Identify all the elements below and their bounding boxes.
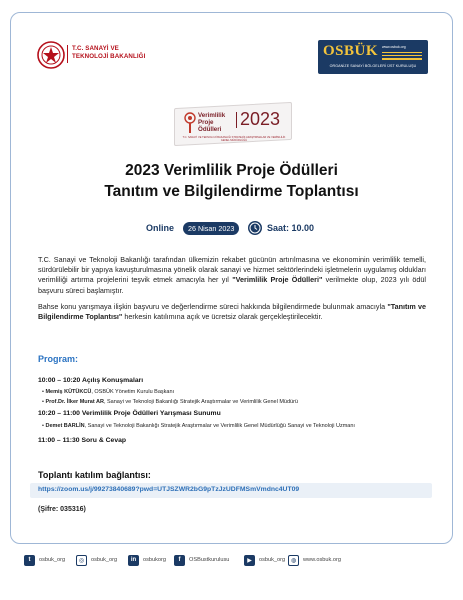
award-banner bbox=[170, 101, 296, 147]
linkedin-icon: in bbox=[128, 555, 139, 566]
footer-website[interactable]: ◍ www.osbuk.org bbox=[288, 553, 341, 567]
event-meta bbox=[0, 219, 463, 239]
award-medal-icon bbox=[184, 112, 196, 134]
banner-year: 2023 bbox=[240, 109, 281, 129]
program-slot-opening: 10:00 – 10:20 Açılış Konuşmaları bbox=[38, 377, 144, 384]
facebook-icon: f bbox=[174, 555, 185, 566]
program-speaker: • Prof.Dr. İlker Murat AR, Sanayi ve Teknoloji Bakanlığı Stratejik Araştırmalar ve Verimlilik Genel Müdürü bbox=[42, 399, 298, 405]
osbuk-logo-web: www.osbuk.org bbox=[382, 45, 406, 49]
banner-subtitle: T.C. SANAYİ VE TEKNOLOJİ BAKANLIĞI STRATEJİK ARAŞTIRMALAR VE VERİMLİLİK GENEL MÜDÜRLÜĞÜ bbox=[182, 136, 286, 142]
instagram-icon: ◎ bbox=[76, 555, 87, 566]
meeting-link[interactable]: https://zoom.us/j/99273840689?pwd=UTJSZWR2bG9pTzJzUDFMSmVmdnc4UT09 bbox=[38, 486, 300, 493]
meeting-paragraph: Bahse konu yarışmaya ilişkin başvuru ve değerlendirme süreci hakkında bilgilendirmede bulunmak amacıyla "Tanıtım ve Bilgilendirme Toplantısı" herkesin katılımına açık ve ücretsiz olarak gerçekleştirilecektir. bbox=[38, 302, 427, 322]
header bbox=[0, 0, 463, 100]
footer-youtube[interactable]: ▶ osbuk_org bbox=[244, 553, 285, 567]
ministry-name-line2: TEKNOLOJİ BAKANLIĞI bbox=[72, 53, 146, 60]
program-speaker: • Demet BARLİN, Sanayi ve Teknoloji Bakanlığı Stratejik Araştırmalar ve Verimlilik Genel Müdürlüğü Sanayi ve Teknoloji Uzmanı bbox=[42, 423, 355, 429]
ministry-name bbox=[72, 45, 145, 61]
event-date-badge: 26 Nisan 2023 bbox=[183, 222, 239, 235]
footer-facebook[interactable]: f OSBustkurulusu bbox=[174, 553, 229, 567]
footer-instagram[interactable]: ◎ osbuk_org bbox=[76, 553, 117, 567]
meeting-link-box bbox=[30, 483, 432, 498]
intro-paragraph: T.C. Sanayi ve Teknoloji Bakanlığı tarafından ülkemizin rekabet gücünün artırılmasına ve ekonominin verimlilik temelli, sürdürülebilir bir yapıya kavuşturulmasına yönelik olarak sanayi ve hizmet sektörlerindeki işletmelerin uygulamış oldukları verimliliği artırma projelerini teşvik etmek amacıyla her yıl "Verimlilik Proje Ödülleri" verilmekte olup, 2023 yılı ödül başvuru süreci başlamıştır. bbox=[38, 255, 426, 295]
event-mode: Online bbox=[146, 223, 175, 233]
meeting-password: (Şifre: 035316) bbox=[38, 506, 86, 513]
page-title-line2: Tanıtım ve Bilgilendirme Toplantısı bbox=[104, 183, 359, 200]
twitter-icon: t bbox=[24, 555, 35, 566]
program-slot-qa: 11:00 – 11:30 Soru & Cevap bbox=[38, 437, 127, 444]
footer-linkedin[interactable]: in osbukorg bbox=[128, 553, 166, 567]
osbuk-logo-subtitle: ORGANİZE SANAYİ BÖLGELERİ ÜST KURULUŞU bbox=[329, 64, 417, 68]
youtube-icon: ▶ bbox=[244, 555, 255, 566]
meeting-link-heading: Toplantı katılım bağlantısı: bbox=[38, 470, 151, 480]
program-slot-presentation: 10:20 – 11:00 Verimlilik Proje Ödülleri Yarışması Sunumu bbox=[38, 410, 221, 417]
program-speaker: • Memiş KÜTÜKCÜ, OSBÜK Yönetim Kurulu Başkanı bbox=[42, 389, 175, 395]
ministry-emblem-icon bbox=[36, 40, 66, 70]
osbuk-logo bbox=[318, 40, 428, 74]
footer-twitter[interactable]: t osbuk_org bbox=[24, 553, 65, 567]
osbuk-logo-word: OSBÜK bbox=[323, 43, 379, 59]
page-title bbox=[0, 160, 463, 202]
osbuk-logo-lines bbox=[382, 52, 422, 62]
event-time: Saat: 10.00 bbox=[267, 223, 315, 233]
globe-icon: ◍ bbox=[288, 555, 299, 566]
ministry-name-line1: T.C. SANAYİ VE bbox=[72, 45, 119, 52]
social-footer bbox=[24, 553, 444, 567]
clock-icon bbox=[247, 220, 263, 236]
banner-title: Verimlilik Proje Ödülleri bbox=[198, 112, 226, 133]
program-heading: Program: bbox=[38, 354, 79, 364]
page-title-line1: 2023 Verimlilik Proje Ödülleri bbox=[125, 162, 338, 179]
